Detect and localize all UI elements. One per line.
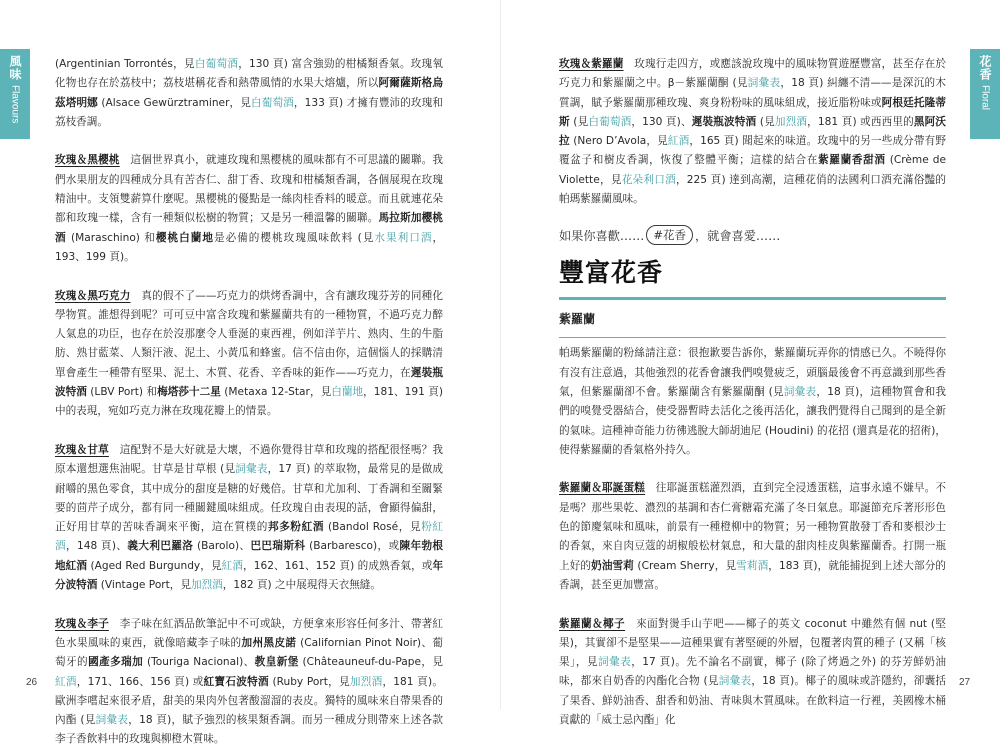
paragraph-rose-plum: 玫瑰＆李子 李子味在紅酒品飲筆記中不可或缺，方便拿來形容任何多汁、帶著紅色水果風味的東西，就像暗藏李子味的加州黑皮諾 (Californian Pinot Noir)、葡萄牙的國產多瑞加 (Touriga Nacional)、教皇新堡 (Châteauneuf-du-Pape，見紅酒，171、166、156 頁) 或紅寶石波特酒 (Ruby Port，見加烈酒，181 頁)。歐洲李嚐起來很矛盾，甜美的果肉外包著酸溜溜的表皮。獨特的風味來自帶果香的內酯 (見詞彙表，18 頁)，賦予強烈的核果類香調。而另一種成分則帶來上述各款李子香飲料中的玫瑰與柳橙木質味。 <box>55 617 444 746</box>
cross-reference[interactable]: 加烈酒 <box>191 579 223 592</box>
cross-reference[interactable]: 花朵利口酒 <box>621 173 676 186</box>
keyword: 梅塔莎十二星 <box>157 386 221 399</box>
left-text-column <box>55 55 443 750</box>
floral-hashtag[interactable]: #花香 <box>646 225 693 245</box>
page-number-left: 26 <box>26 677 38 688</box>
tab-label-en: Flavours <box>9 85 21 124</box>
right-text-column <box>559 55 946 730</box>
paragraph-violet-christmas-cake: 紫羅蘭＆耶誕蛋糕 往耶誕蛋糕灌烈酒，直到完全浸透蛋糕，這事永遠不嫌早。不是嗎？那些果乾、濃烈的基調和杏仁膏糖霜充滿了冬日氣息。耶誕節充斥著形形色色的節慶氣味和風味，前景有一種橙柳中的物質；另一種物質散發丁香和麥根沙士的香氣，來自肉豆蔻的胡椒般松材氣息，和大量的甜肉桂皮與紫羅蘭香。打開一瓶上好的奶油雪莉 (Cream Sherry，見雪莉酒，183 頁)，就能捕捉到上述大部分的香調，甚至更加豐富。 <box>559 482 947 591</box>
paragraph-rose-violet: 玫瑰＆紫羅蘭 玫瑰行走四方，或應該說玫瑰中的風味物質遊歷豐富，甚至存在於巧克力和紫羅蘭之中。β－紫羅蘭酮 (見詞彙表，18 頁) 糾纏不清——是深沉的木質調，賦予紫羅蘭那種玫瑰、爽身粉粉味的風味組成，接近脂粉味或阿根廷托隆蒂斯 (見白葡萄酒，130 頁)、遲裝瓶波特酒 (見加烈酒，181 頁) 或西西里的黑阿沃拉 (Nero D’Avola，見紅酒，165 頁) 聞起來的味道。玫瑰中的另一些成分帶有野覆盆子和樹皮香調，恢復了整體平衡；這樣的結合在紫羅蘭香甜酒 (Crème de Violette，見花朵利口酒，225 頁) 達到高潮，這種花俏的法國利口酒充滿俗豔的帕瑪紫羅蘭風味。 <box>559 58 947 206</box>
keyword: 奶油雪莉 <box>591 559 634 572</box>
keyword: 加州黑皮諾 <box>241 636 297 649</box>
cross-reference[interactable]: 加烈酒 <box>349 675 383 688</box>
section-tab-flavours[interactable] <box>0 49 30 139</box>
keyword: 國產多瑞加 <box>88 656 144 669</box>
keyword: 櫻桃白蘭地 <box>155 231 214 244</box>
pairing-heading: 玫瑰＆黑櫻桃 <box>55 154 120 167</box>
keyword: 阿根廷托隆蒂斯 <box>559 96 947 128</box>
keyword: 巴巴瑞斯科 <box>250 540 306 553</box>
right-page <box>500 0 1000 727</box>
pairing-heading: 紫羅蘭＆耶誕蛋糕 <box>559 482 646 495</box>
cross-reference[interactable]: 紅酒 <box>667 135 690 148</box>
cross-reference[interactable]: 紅酒 <box>221 559 244 572</box>
keyword: 紫羅蘭香甜酒 <box>818 154 886 167</box>
pairing-heading: 玫瑰＆紫羅蘭 <box>559 58 624 70</box>
paragraph-rose-black-cherry: 玫瑰＆黑櫻桃 這個世界真小，就連玫瑰和黑櫻桃的風味都有不可思議的關聯。我們水果朋友的四種成分具有苦杏仁、甜丁香、玫瑰和柑橘類香調，各個展現在玫瑰精油中。支領雙薪算什麼呢。黑櫻桃的優點是一絲肉桂香料的暖意。而且就連花朵都和玫瑰一樣，含有一種類似松樹的物質；又是另一種溫馨的關聯。馬拉斯加櫻桃酒 (Maraschino) 和櫻桃白蘭地是必備的櫻桃玫瑰風味飲料 (見水果利口酒，193、199 頁)。 <box>55 154 444 263</box>
paragraph-rose-licorice: 玫瑰＆甘草 這配對不是大好就是大壞，不過你覺得甘草和玫瑰的搭配很怪嗎？我原本還想選焦油呢。甘草是甘草根 (見詞彙表，17 頁) 的萃取物，最常見的是做成耐嚼的黑色零食，其中成分的甜度是糖的好幾倍。甘草和尤加利、丁香調和至關緊要的茴芹子成分，都有同一種關鍵風味組成。任玫瑰自由表現的話，會顯得偏甜，正好用甘草的苦味香調來平衡，這在質樸的邦多粉紅酒 (Bandol Rosé，見粉紅酒，148 頁)、義大利巴羅洛 (Barolo)、巴巴瑞斯科 (Barbaresco)，或陳年勃根地紅酒 (Aged Red Burgundy，見紅酒，162、161、152 頁) 的成熟香氣，或年分波特酒 (Vintage Port，見加烈酒，182 頁) 之中展現得天衣無縫。 <box>55 443 444 592</box>
section-big-title: 豐富花香 <box>559 258 664 288</box>
cross-reference[interactable]: 水果利口酒 <box>374 231 433 244</box>
cross-reference[interactable]: 粉紅酒 <box>55 521 444 553</box>
cross-reference[interactable]: 詞彙表 <box>95 714 129 727</box>
keyword: 遲裝瓶波特酒 <box>691 115 757 128</box>
paragraph-torrontes-continued: (Argentinian Torrontés，見白葡萄酒，130 頁) 富含強勁的柑橘類香氣。玫瑰氧化物也存在於荔枝中；荔枝堪稱花香和熱帶風情的水果大熔爐，所以阿爾薩斯格烏茲塔明娜 (Alsace Gewürztraminer，見白葡萄酒，133 頁) 才擁有豐沛的玫瑰和荔枝香調。 <box>55 58 444 128</box>
title-divider <box>559 297 946 300</box>
paragraph-rose-dark-chocolate: 玫瑰＆黑巧克力 真的假不了——巧克力的烘烤香調中，含有讓玫瑰芬芳的同種化學物質。誰想得到呢？可可豆中富含玫瑰和紫羅蘭共有的一種物質，不過巧克力醉人氣息的功臣，也存在於沒那麼令人垂涎的東西裡，例如洋芋片、熟肉、生的牛脂肪、熟甘藍菜、人類汗液、泥土、小黃瓜和蜂蜜。信不信由你，這個惱人的採購清單會產生一種帶有堅果、泥土、木質、花香、辛香味的鉅作——巧克力，在遲裝瓶波特酒 (LBV Port) 和梅塔莎十二星 (Metaxa 12-Star，見白蘭地，181、191 頁) 中的表現，宛如巧克力淋在玫瑰花瓣上的情景。 <box>55 289 444 418</box>
pairing-heading: 玫瑰＆黑巧克力 <box>55 289 131 302</box>
cross-reference[interactable]: 白葡萄酒 <box>194 58 239 70</box>
keyword: 年分波特酒 <box>55 559 444 592</box>
cross-reference[interactable]: 詞彙表 <box>783 385 817 398</box>
cross-reference[interactable]: 加烈酒 <box>774 115 808 128</box>
subsection-divider <box>559 337 946 338</box>
cross-reference[interactable]: 紅酒 <box>55 675 77 688</box>
pairing-heading: 玫瑰＆甘草 <box>55 443 109 456</box>
keyword: 邦多粉紅酒 <box>267 521 325 534</box>
tab-label-zh: 花香 <box>978 55 992 81</box>
keyword: 阿爾薩斯格烏茲塔明娜 <box>55 77 444 109</box>
tab-label-en: Floral <box>979 85 991 111</box>
keyword: 教皇新堡 <box>254 656 299 669</box>
cross-reference[interactable]: 雪莉酒 <box>736 559 769 572</box>
cross-reference[interactable]: 詞彙表 <box>598 656 632 669</box>
if-you-like-intro: 如果你喜歡…… #花香 ，就會喜愛…… <box>559 225 946 245</box>
paragraph-violet-coconut: 紫羅蘭＆椰子 來面對燙手山芋吧——椰子的英文 coconut 中雖然有個 nut (堅果)，其實卻不是堅果——這種果實有著堅硬的外層，包覆著肉質的種子 (又稱「核果」，見詞彙表，17 頁)。先不論名不副實，椰子 (除了烤過之外) 的芬芳鮮奶油味，都來自奶香的內酯化合物 (見詞彙表，18 頁)。椰子的風味或許隱約，卻囊括了果香、鮮奶油香、甜香和奶油、青味與木質風味。在飲料這一行裡，美國橡木桶貢獻的「威士忌內酯」化 <box>559 617 947 727</box>
cross-reference[interactable]: 白葡萄酒 <box>251 96 294 109</box>
left-page <box>0 0 500 746</box>
keyword: 黑阿沃拉 <box>559 115 947 148</box>
keyword: 遲裝瓶波特酒 <box>55 366 443 399</box>
cross-reference[interactable]: 詞彙表 <box>235 463 268 476</box>
keyword: 義大利巴羅洛 <box>127 540 194 553</box>
subsection-title-violet: 紫羅蘭 <box>559 312 596 327</box>
tab-label-zh: 風味 <box>8 55 22 81</box>
cross-reference[interactable]: 白葡萄酒 <box>588 115 632 128</box>
page-number-right: 27 <box>959 677 971 688</box>
section-tab-floral[interactable] <box>970 49 1000 139</box>
cross-reference[interactable]: 詞彙表 <box>718 675 752 688</box>
cross-reference[interactable]: 白蘭地 <box>331 386 364 399</box>
pairing-heading: 玫瑰＆李子 <box>55 617 109 630</box>
pairing-heading: 紫羅蘭＆椰子 <box>559 617 626 630</box>
keyword: 馬拉斯加櫻桃酒 <box>55 212 444 244</box>
cross-reference[interactable]: 詞彙表 <box>747 77 781 90</box>
keyword: 陳年勃根地紅酒 <box>55 540 444 572</box>
keyword: 紅寶石波特酒 <box>203 675 269 688</box>
paragraph-violet: 帕瑪紫羅蘭的粉絲請注意：很抱歉要告訴你，紫羅蘭玩弄你的情感已久。不曉得你有沒有注意過，其他強烈的花香會讓我們嗅覺疲乏，頭腦最後會不再意識到那些香氣，但紫羅蘭卻不會。紫羅蘭含有紫羅蘭酮 (見詞彙表，18 頁)，這種物質會和我們的嗅覺受器結合，使受器暫時去活化之後再活化，讓我們覺得自己聞到的是全新的氣味。這種神奇能力彷彿逃脫大師胡迪尼 (Houdini) 的花招 (還真是花的招術)，使得紫羅蘭的香氣格外持久。 <box>559 347 947 456</box>
